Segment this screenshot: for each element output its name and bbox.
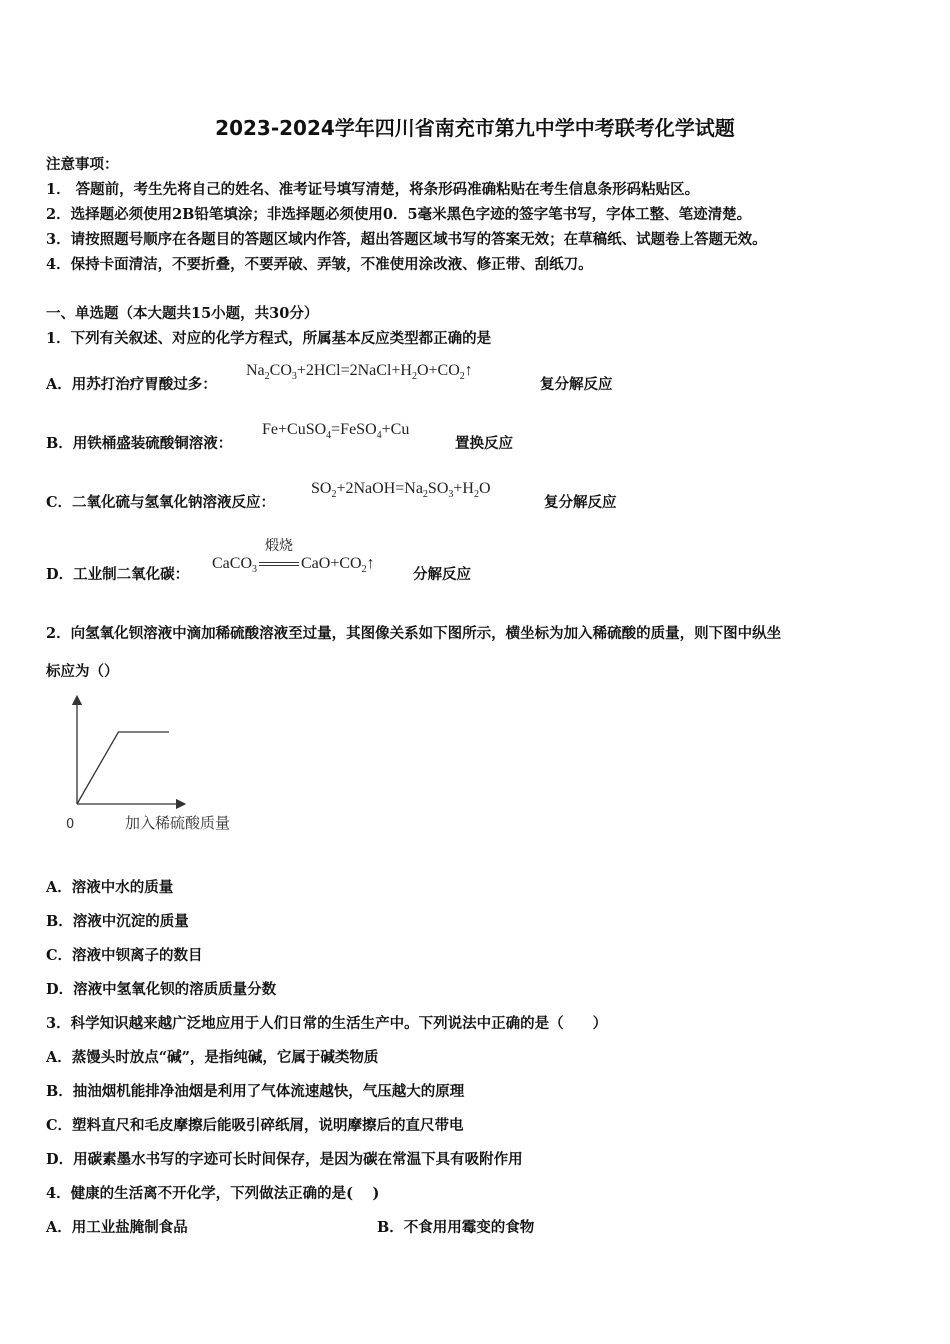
q2-stem-line1: 2．向氢氧化钡溶液中滴加稀硫酸溶液至过量，其图像关系如下图所示，横坐标为加入稀硫酸的质量，则下图中纵坐 [46, 625, 782, 642]
q3-option-b: B．抽油烟机能排净油烟是利用了气体流速越快，气压越大的原理 [46, 1083, 465, 1100]
q1-d-equation: CaCO$_3$ 煅烧 $CaO+CO_2↑$ [212, 555, 375, 575]
q2-stem-line2: 标应为（） [46, 663, 119, 680]
q1-c-equation: $SO_2+2NaOH=Na_2SO_3+H_2O$ [311, 480, 491, 500]
q3-option-c: C．塑料直尺和毛皮摩擦后能吸引碎纸屑，说明摩擦后的直尺带电 [46, 1117, 464, 1134]
q1-d-condition-arrow [259, 539, 299, 573]
q1-option-c-label: C．二氧化硫与氢氧化钠溶液反应： [46, 494, 276, 511]
notice-item-4: 4．保持卡面清洁，不要折叠，不要弄破、弄皱，不准使用涂改液、修正带、刮纸刀。 [46, 256, 593, 273]
q1-d-type: 分解反应 [413, 566, 471, 583]
q1-d-condition: 煅烧 [265, 539, 293, 554]
q3-stem: 3．科学知识越来越广泛地应用于人们日常的生活生产中。下列说法中正确的是（ ） [46, 1015, 608, 1032]
q2-chart [55, 688, 265, 838]
q1-b-equation: Fe+CuSO$_4$=FeSO$_4$+Cu [262, 421, 410, 441]
q2-option-d: D．溶液中氢氧化钡的溶质质量分数 [46, 981, 277, 998]
q1-stem: 1．下列有关叙述、对应的化学方程式，所属基本反应类型都正确的是 [46, 330, 492, 347]
section-heading: 一、单选题（本大题共15小题，共30分） [46, 305, 319, 322]
q4-stem: 4．健康的生活离不开化学，下列做法正确的是( ) [46, 1185, 380, 1202]
q2-option-c: C．溶液中钡离子的数目 [46, 947, 203, 964]
q1-option-a [46, 373, 217, 394]
q1-a-type: 复分解反应 [540, 376, 613, 393]
notice-heading: 注意事项： [46, 156, 119, 173]
q4-option-b: B．不食用用霉变的食物 [377, 1219, 535, 1236]
notice-item-1: 1． 答题前，考生先将自己的姓名、准考证号填写清楚，将条形码准确粘贴在考生信息条形码粘贴区。 [46, 181, 700, 198]
q3-option-a: A．蒸馒头时放点“碱”，是指纯碱，它属于碱类物质 [46, 1049, 379, 1066]
q1-option-b-label: B．用铁桶盛装硫酸铜溶液： [46, 435, 233, 452]
q1-b-type: 置换反应 [455, 435, 513, 452]
q2-chart-series-line [77, 732, 169, 804]
notice-item-3: 3．请按照题号顺序在各题目的答题区域内作答，超出答题区域书写的答案无效；在草稿纸、试题卷上答题无效。 [46, 231, 767, 248]
q1-option-d-label: D．工业制二氧化碳： [46, 566, 190, 583]
q4-option-a: A．用工业盐腌制食品 [46, 1219, 188, 1236]
q1-a-equation: $Na_2CO_3+2HCl=2NaCl+H_2O+CO_2↑$ [246, 362, 473, 382]
page-title: 2023-2024学年四川省南充市第九中学中考联考化学试题 [215, 116, 735, 140]
q2-chart-origin-label: 0 [66, 817, 75, 832]
q1-c-type: 复分解反应 [544, 494, 617, 511]
q3-option-d: D．用碳素墨水书写的字迹可长时间保存，是因为碳在常温下具有吸附作用 [46, 1151, 523, 1168]
q2-option-a: A．溶液中水的质量 [46, 879, 174, 896]
notice-item-2: 2．选择题必须使用2B铅笔填涂；非选择题必须使用0．5毫米黑色字迹的签字笔书写，字体工整、笔迹清楚。 [46, 206, 752, 223]
q2-chart-xlabel: 加入稀硫酸质量 [125, 814, 231, 832]
q2-option-b: B．溶液中沉淀的质量 [46, 913, 189, 930]
q1-option-a-label: A．用苏打治疗胃酸过多： [46, 376, 217, 393]
